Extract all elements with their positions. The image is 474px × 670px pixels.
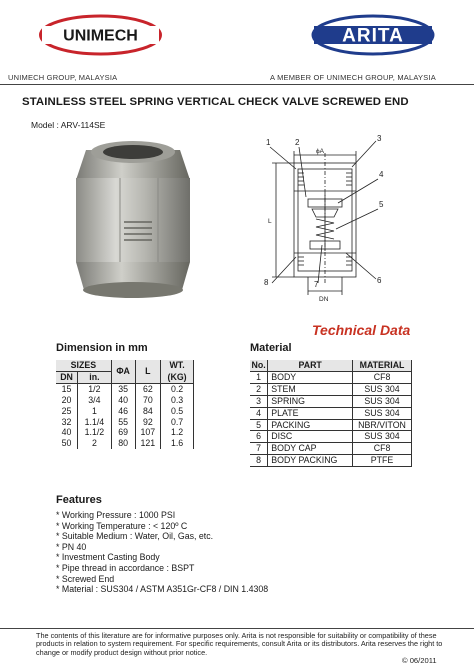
material-heading: Material [250,342,292,354]
material-header: MATERIAL [353,360,412,371]
list-item: * Material : SUS304 / ASTM A351Gr-CF8 / DIN 1.4308 [56,584,269,595]
list-item: * Investment Casting Body [56,552,160,563]
table-row: 50 2 80 121 1.6 [56,438,194,449]
sizes-header: SIZES [56,360,111,371]
header-divider [0,84,474,85]
arita-logo [310,14,436,56]
callout-8: 8 [264,278,269,287]
list-item: * Pipe thread in accordance : BSPT [56,562,195,573]
features-list [56,510,268,595]
features-heading: Features [56,494,102,506]
table-row: 25 1 46 84 0.5 [56,406,194,417]
list-item: * PN 40 [56,541,87,552]
l-header: L [135,360,161,383]
unimech-logo [38,14,163,56]
callout-7: 7 [314,280,319,289]
footer-divider [0,628,474,629]
wt-header-line2: (KG) [161,371,194,383]
list-item: * Working Temperature : < 120º C [56,520,188,531]
dimension-heading: Dimension in mm [56,342,148,354]
table-row: 15 1/2 35 62 0.2 [56,383,194,394]
callout-1: 1 [266,138,271,147]
dimension-table [56,360,194,449]
callout-3: 3 [377,134,382,143]
callout-4: 4 [379,170,384,179]
table-row: 20 3/4 40 70 0.3 [56,395,194,406]
valve-photo [58,138,208,308]
material-table [250,360,412,467]
left-subtitle: UNIMECH GROUP, MALAYSIA [8,73,118,82]
callout-6: 6 [377,276,382,285]
footer-disclaimer: The contents of this literature are for informative purposes only. Arita is not responsible for suitability or compatibility of these products in relation to system requirement. For specific requirements, consult Arita or its distributors. Arita reserves the right to change or modify product design without prior notice. [36,631,443,657]
list-item: * Screwed End [56,573,115,584]
table-row: 7 BODY CAP CF8 [250,443,412,455]
right-subtitle: A MEMBER OF UNIMECH GROUP, MALAYSIA [270,73,436,82]
callout-5: 5 [379,200,384,209]
page-title: STAINLESS STEEL SPRING VERTICAL CHECK VALVE SCREWED END [22,96,409,108]
valve-section-drawing [246,133,396,305]
in-header: in. [78,371,112,383]
table-row: 8 BODY PACKING PTFE [250,455,412,467]
dim-dn-label: DN [319,296,329,303]
table-row: 40 1.1/2 69 107 1.2 [56,427,194,438]
unimech-logo-text: UNIMECH [63,27,138,45]
dn-header: DN [56,371,78,383]
no-header: No. [250,360,268,371]
footer-date: © 06/2011 [402,656,437,665]
part-header: PART [268,360,353,371]
dim-phi-a-label: ϕA [316,148,324,155]
dim-l-label: L [268,218,272,225]
table-row: 2 STEM SUS 304 [250,383,412,395]
table-row: 3 SPRING SUS 304 [250,395,412,407]
list-item: * Suitable Medium : Water, Oil, Gas, etc. [56,531,214,542]
list-item: * Working Pressure : 1000 PSI [56,510,176,520]
model-number: Model : ARV-114SE [31,120,106,130]
table-row: 32 1.1/4 55 92 0.7 [56,417,194,428]
arita-logo-text: ARITA [342,25,404,47]
phi-a-header: ΦA [111,360,135,383]
wt-header-line1: WT. [161,360,194,371]
table-row: 5 PACKING NBR/VITON [250,419,412,431]
callout-2: 2 [295,138,300,147]
table-row: 6 DISC SUS 304 [250,431,412,443]
table-row: 4 PLATE SUS 304 [250,407,412,419]
technical-data-heading: Technical Data [312,322,411,338]
table-row: 1 BODY CF8 [250,371,412,383]
